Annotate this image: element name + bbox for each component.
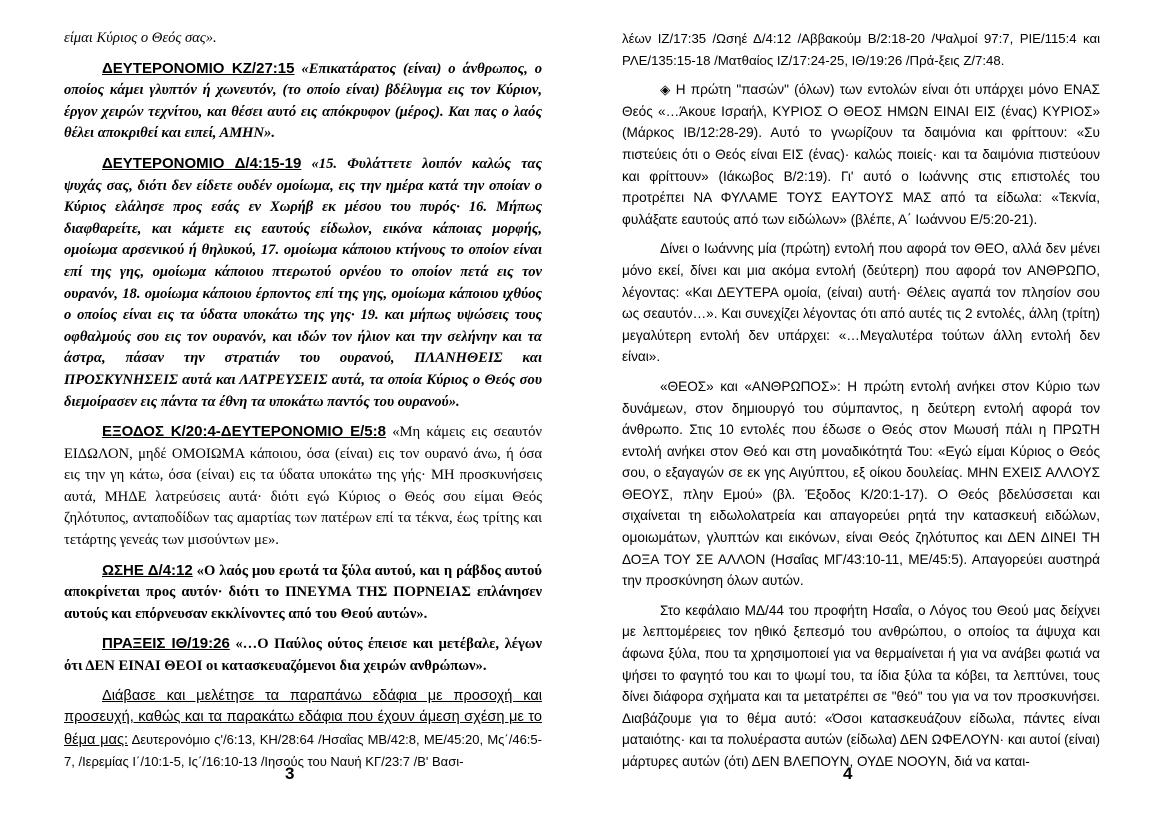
first-commandment-paragraph: ◈ Η πρώτη "πασών" (όλων) των εντολών είναι ότι υπάρχει μόνο ΕΝΑΣ Θεός «…Άκουε Ισραήλ, ΚΥΡΙΟΣ Ο ΘΕΟΣ ΗΜΩΝ ΕΙΝΑΙ ΕΙΣ (ένας) ΚΥΡΙΟΣ» (Μάρκος ΙΒ/12:28-29). Αυτό το γνωρίζουν τα δαιμόνια και φρίττουν: «Συ πιστεύεις ότι ο Θεός είναι ΕΙΣ (ένας)· καλώς ποιείς· και τα δαιμόνια πιστεύουν και φρίττουν» (Ιάκωβος Β/2:19). Γι' αυτό ο Ιωάννης στις επιστολές του προτρέπει ΝΑ ΦΥΛΑΜΕ ΤΟΥΣ ΕΑΥΤΟΥΣ ΜΑΣ από τα είδωλα: «Τεκνία, φυλάξατε εαυτούς από των ειδώλων» (βλέπε, Α΄ Ιωάννου Ε/5:20-21). xyxy=(622,82,1100,227)
left-opening-line: είμαι Κύριος ο Θεός σας». xyxy=(64,30,217,46)
verse-hosea-4-12 xyxy=(64,560,542,626)
verse-heading: ΩΣΗΕ Δ/4:12 xyxy=(102,561,193,579)
verse-text: «Μη κάμεις εις σεαυτόν ΕΙΔΩΛΟΝ, μηδέ ΟΜΟΙΩΜΑ κάποιου, όσα (είναι) εις τον ουρανό άνω, ή όσα εις την γη κάτω, όσα (είναι) εις τα ύδατα υποκάτω της γής· ΜΗ προσκυνήσεις αυτά, ΜΗΔΕ λατρεύσεις αυτά· διότι εγώ Κύριος ο Θεός σου είμαι Θεός ζηλότυπος, ανταποδίδων τας αμαρτίας των πατέρων επί τα τέκνα, έως τρίτης και τετάρτης γενεάς των μισούντων με». xyxy=(64,424,542,549)
second-commandment-paragraph: Δίνει ο Ιωάννης μία (πρώτη) εντολή που αφορά τον ΘΕΟ, αλλά δεν μένει μόνο εκεί, δίνει και μια ακόμα εντολή (δεύτερη) που αφορά τον ΑΝΘΡΩΠΟ, λέγοντας: «Και ΔΕΥΤΕΡΑ ομοία, (είναι) αυτή· Θέλεις αγαπά τον πλησίον σου ως σεαυτόν…». Και συνεχίζει λέγοντας ότι από αυτές τις 2 εντολές, άλλη (τρίτη) μεγαλύτερη εντολή δεν υπάρχει: «…Μεγαλυτέρα τούτων άλλη εντολή δεν είναι». xyxy=(622,241,1100,365)
verse-heading: ΔΕΥΤΕΡΟΝΟΜΙΟ ΚΖ/27:15 xyxy=(102,59,295,77)
diamond-bullet-icon: ◈ xyxy=(660,82,671,98)
verse-text: «Επικατάρατος (είναι) ο άνθρωπος, ο οποίος κάμει γλυπτόν ή χωνευτόν, (το οποίο είναι) βδέλυγμα εις τον Κύριον, έργον χειρών τεχνίτου, και θέσει αυτό εις απόκρυφον (μέρος). Και πας ο λαός θέλει αποκριθεί και ειπεί, ΑΜΗΝ». xyxy=(64,60,542,142)
study-references-paragraph xyxy=(64,686,542,774)
verse-text: «…Ο Παύλος ούτος έπεισε και μετέβαλε, λέγων ότι ΔΕΝ ΕΙΝΑΙ ΘΕΟΙ οι κατασκευαζόμενοι δια χειρών ανθρώπων». xyxy=(64,636,542,675)
god-and-man-paragraph: «ΘΕΟΣ» και «ΑΝΘΡΩΠΟΣ»: Η πρώτη εντολή ανήκει στον Κύριο των δυνάμεων, στον δημιουργό του σύμπαντος, η δεύτερη εντολή αφορά τον άνθρωπο. Στις 10 εντολές που έδωσε ο Θεός στον Μωυσή πάλι η ΠΡΩΤΗ εντολή ανήκει στον Θεό και στη μοναδικότητά Του: «Εγώ είμαι Κύριος ο Θεός σου, ο εξαγαγών σε εκ γης Αιγύπτου, εξ οίκου δουλείας. ΜΗΝ ΕΧΕΙΣ ΑΛΛΟΥΣ ΘΕΟΥΣ, πλην Εμού» (βλ. Έξοδος Κ/20:1-17). Ο Θεός βδελύσσεται και σιχαίνεται τη ειδωλολατρεία και απαγορεύει ρητά την κατασκευή ειδώλων, ομοιωμάτων, γλυπτών και εικόνων, είναι Θεός ζηλότυπος και ΔΕΝ ΔΙΝΕΙ ΤΗ ΔΟΞΑ ΤΟΥ ΣΕ ΑΛΛΟΝ (Ησαΐας ΜΓ/43:10-11, ΜΕ/45:5). Απαγορεύει αυστηρά την προσκύνηση όλων αυτών. xyxy=(622,378,1100,589)
isaiah-44-paragraph: Στο κεφάλαιο ΜΔ/44 του προφήτη Ησαΐα, ο Λόγος του Θεού μας δείχνει με λεπτομέρειες τον ηθικό ξεπεσμό του ανθρώπου, ο οποίος τα άψυχα και άφωνα ξύλα, που τα χρησιμοποιεί για να θερμαίνεται ή για να ανάβει φωτιά να ψήσει το φαγητό του και το ψωμί του, τα ίδια ξύλα τα κόβει, τα λεπτύνει, τους δίνει διάφορα σχήματα και τα μετατρέπει σε "θεό" του για να τον προσκυνήσει. Διαβάζουμε για το θέμα αυτό: «Όσοι κατασκευάζουν είδωλα, πάντες είναι ματαιότης· και τα πολυέραστα αυτών (είδωλα) ΔΕΝ ΩΦΕΛΟΥΝ· και αυτοί (είναι) μάρτυρες αυτών (ότι) ΔΕΝ ΒΛΕΠΟΥΝ, ΟΥΔΕ ΝΟΟΥΝ, διά να καται- xyxy=(622,602,1100,769)
verse-deuteronomy-27-15 xyxy=(64,58,542,145)
page-number-right: 4 xyxy=(843,764,853,783)
left-page xyxy=(64,28,542,782)
study-instruction: Διάβασε και μελέτησε τα παραπάνω εδάφια με προσοχή και προσευχή, καθώς και τα παρακάτω εδάφια που έχουν άμεση σχέση με το θέμα μας: xyxy=(64,687,542,748)
references-continuation: λέων ΙΖ/17:35 /Ωσηέ Δ/4:12 /Αββακούμ Β/2:18-20 /Ψαλμοί 97:7, ΡΙΕ/115:4 και ΡΛΕ/135:15-18 /Ματθαίος ΙΖ/17:24-25, ΙΘ/19:26 /Πρά-ξεις Ζ/7:48. xyxy=(622,31,1100,68)
verse-deuteronomy-4-15-19 xyxy=(64,153,542,413)
verse-heading: ΔΕΥΤΕΡΟΝΟΜΙΟ Δ/4:15-19 xyxy=(102,154,302,172)
page-number-left: 3 xyxy=(285,764,295,783)
verse-heading: ΠΡΑΞΕΙΣ ΙΘ/19:26 xyxy=(102,635,230,653)
verse-text: «15. Φυλάττετε λοιπόν καλώς τας ψυχάς σας, διότι δεν είδετε ουδέν ομοίωμα, εις την ημέρα κατά την οποίαν ο Κύριος ελάλησε προς εσάς εν Χωρήβ εκ μέσου του πυρός· 16. Μήπως διαφθαρείτε, και κάμετε εις εαυτούς είδωλον, εικόνα κάποιας μορφής, ομοίωμα αρσενικού ή θηλυκού, 17. ομοίωμα κάποιου κτήνους το οποίον είναι επί της γης, ομοίωμα κάποιου πτερωτού ορνέου το οποίον πετά εις τον ουρανόν, 18. ομοίωμα κάποιου έρποντος επί της γης, ομοίωμα κάποιου ιχθύος ο οποίος είναι εις τα ύδατα υποκάτω της γης· 19. και μήπως υψώσεις τους οφθαλμούς σου εις τον ουρανόν, και ιδών τον ήλιον και την σελήνην και τα άστρα, πάσαν την στρατιάν του ουρανού, ΠΛΑΝΗΘΕΙΣ και ΠΡΟΣΚΥΝΗΣΕΙΣ αυτά και ΛΑΤΡΕΥΣΕΙΣ αυτά, τα οποία Κύριος ο Θεός σου διεμοίρασεν εις πάντα τα έθνη τα υποκάτω παντός του ουρανού». xyxy=(64,155,542,410)
study-references: Δευτερονόμιο ς'/6:13, ΚΗ/28:64 /Ησαΐας ΜΒ/42:8, ΜΕ/45:20, Μς΄/46:5-7, /Ιερεμίας Ι΄/10:1-5, Ις΄/16:10-13 /Ιησούς του Ναυή ΚΓ/23:7 /Β' Βασι- xyxy=(64,731,542,770)
verse-exodus-20-4 xyxy=(64,421,542,552)
verse-heading: ΕΞΟΔΟΣ Κ/20:4-ΔΕΥΤΕΡΟΝΟΜΙΟ Ε/5:8 xyxy=(102,423,386,441)
verse-text: «Ο λαός μου ερωτά τα ξύλα αυτού, και η ράβδος αυτού αποκρίνεται προς αυτόν· διότι το ΠΝΕΥΜΑ ΤΗΣ ΠΟΡΝΕΙΑΣ επλάνησεν αυτούς και επόρνευσαν εκκλίνοντες από του Θεού αυτών». xyxy=(64,562,542,622)
verse-acts-19-26 xyxy=(64,633,542,677)
right-page xyxy=(622,28,1100,781)
